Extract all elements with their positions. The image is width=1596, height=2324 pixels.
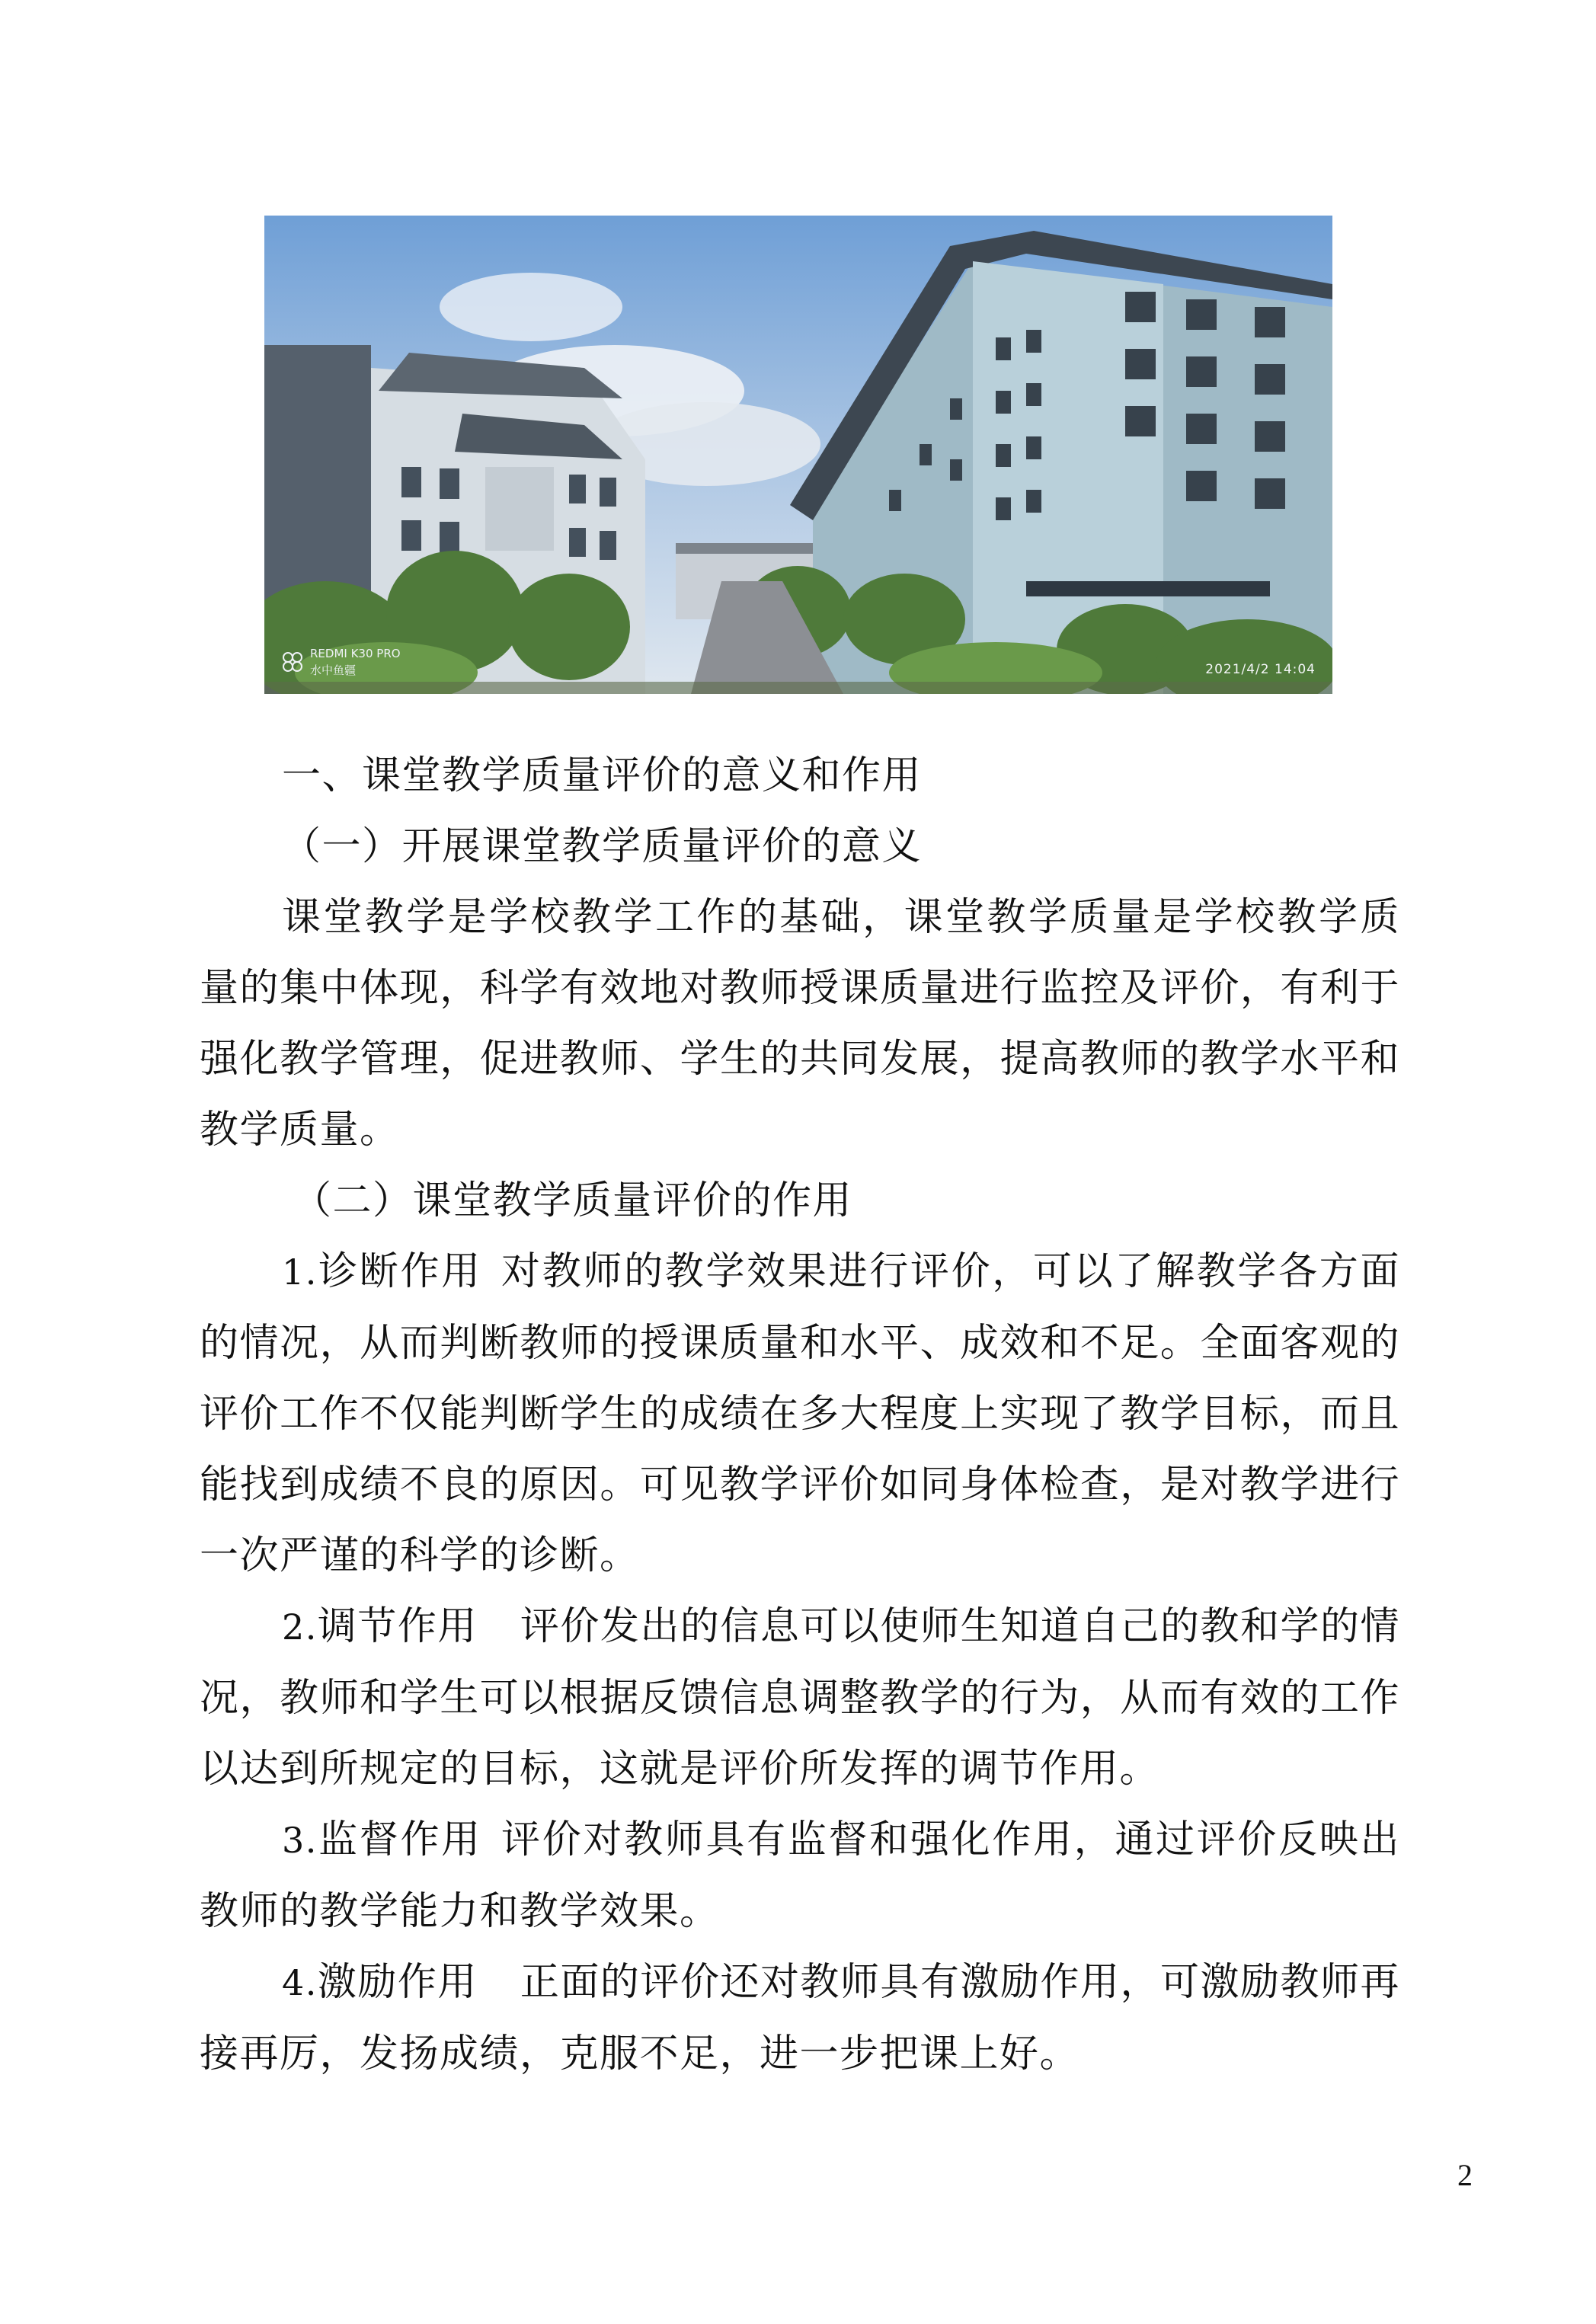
subsection-1-body: 课堂教学是学校教学工作的基础，课堂教学质量是学校教学质量的集中体现，科学有效地对教师授课质量进行监控及评价，有利于强化教学管理，促进教师、学生的共同发展，提高教师的教学水平和教学质量。 <box>200 895 1400 1152</box>
item-number: 1. <box>282 1252 318 1293</box>
watermark-credit: 水中鱼疆 <box>310 663 357 677</box>
item-number: 4. <box>282 1962 318 2003</box>
item-label: 调节作用 <box>317 1604 478 1649</box>
photo-timestamp: 2021/4/2 14:04 <box>1205 662 1316 677</box>
item-3 <box>200 1805 1400 1947</box>
campus-photo <box>264 216 1332 694</box>
item-text: 评价发出的信息可以使师生知道自己的教和学的情况，教师和学生可以根据反馈信息调整教学的行为，从而有效的工作以达到所规定的目标，这就是评价所发挥的调节作用。 <box>200 1604 1400 1792</box>
document-body <box>200 740 1400 2089</box>
item-text: 正面的评价还对教师具有激励作用，可激励教师再接再厉，发扬成绩，克服不足，进一步把课上好。 <box>200 1960 1400 2076</box>
watermark-device: REDMI K30 PRO <box>310 647 401 660</box>
subsection-1-title: （一）开展课堂教学质量评价的意义 <box>282 824 923 869</box>
subsection-2-title: （二）课堂教学质量评价的作用 <box>293 1178 853 1223</box>
item-label: 监督作用 <box>317 1817 482 1862</box>
item-number: 2. <box>282 1606 318 1648</box>
item-label: 诊断作用 <box>317 1249 482 1294</box>
item-text: 评价对教师具有监督和强化作用，通过评价反映出教师的教学能力和教学效果。 <box>200 1817 1400 1934</box>
item-1 <box>200 1236 1400 1591</box>
item-number: 3. <box>282 1820 318 1861</box>
item-2 <box>200 1591 1400 1805</box>
item-label: 激励作用 <box>317 1960 478 2005</box>
camera-brand-icon <box>283 652 302 672</box>
page-number: 2 <box>1457 2158 1473 2192</box>
photo-watermark <box>283 645 401 679</box>
campus-scene-illustration <box>264 216 1332 694</box>
item-4 <box>200 1947 1400 2089</box>
item-text: 对教师的教学效果进行评价，可以了解教学各方面的情况，从而判断教师的授课质量和水平、成效和不足。全面客观的评价工作不仅能判断学生的成绩在多大程度上实现了教学目标，而且能找到成绩不良的原因。可见教学评价如同身体检查，是对教学进行一次严谨的科学的诊断。 <box>200 1249 1400 1578</box>
section-heading: 一、课堂教学质量评价的意义和作用 <box>282 753 923 798</box>
